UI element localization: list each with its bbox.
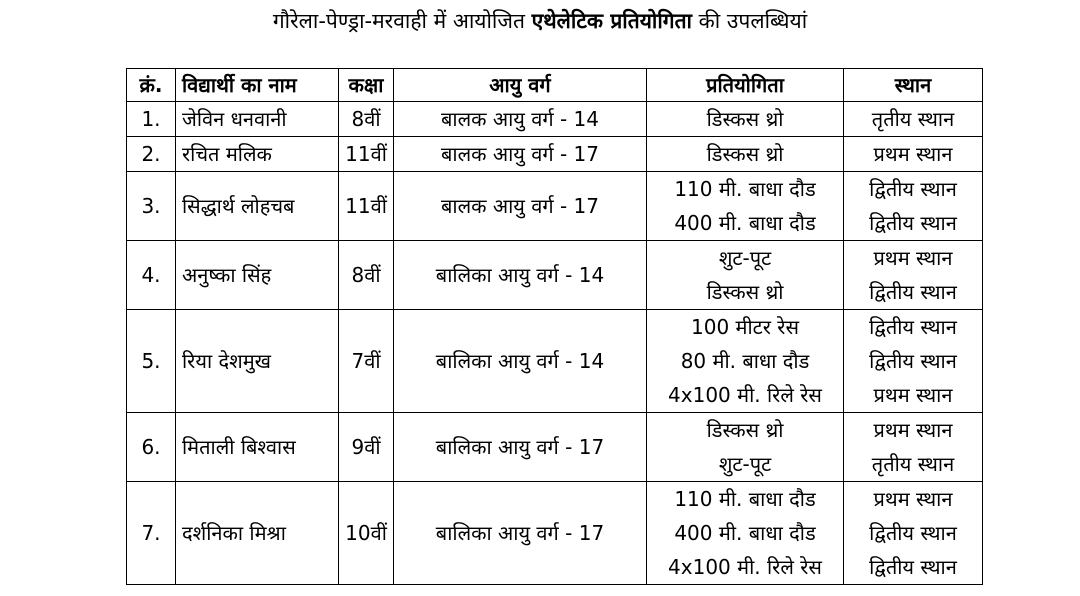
position-label: द्वितीय स्थान (869, 521, 957, 545)
row-positions (844, 172, 983, 241)
position-label: प्रथम स्थान (873, 246, 953, 270)
title-bold: एथेलेटिक प्रतियोगिता (531, 9, 692, 33)
row-class: 7वीं (339, 310, 394, 413)
event-name: 100 मीटर रेस (691, 315, 799, 339)
event-name: शुट-पूट (718, 452, 772, 476)
row-positions (844, 413, 983, 482)
event-name: 110 मी. बाधा दौड (674, 177, 816, 201)
header-position: स्थान (844, 69, 983, 102)
position-label: प्रथम स्थान (873, 383, 953, 407)
row-age-group: बालक आयु वर्ग - 14 (394, 102, 647, 137)
row-positions (844, 482, 983, 585)
position-label: प्रथम स्थान (873, 418, 953, 442)
row-age-group: बालिका आयु वर्ग - 17 (394, 482, 647, 585)
title-suffix: की उपलब्धियां (692, 9, 808, 33)
event-name: शुट-पूट (718, 246, 772, 270)
table-row (127, 137, 983, 172)
header-event: प्रतियोगिता (647, 69, 844, 102)
position-label: द्वितीय स्थान (869, 280, 957, 304)
row-class: 8वीं (339, 102, 394, 137)
row-age-group: बालक आयु वर्ग - 17 (394, 172, 647, 241)
table-header-row (127, 69, 983, 102)
row-student-name: दर्शनिका मिश्रा (176, 482, 339, 585)
row-student-name: सिद्धार्थ लोहचब (176, 172, 339, 241)
row-class: 10वीं (339, 482, 394, 585)
header-sno: क्रं. (127, 69, 176, 102)
row-student-name: मिताली बिश्वास (176, 413, 339, 482)
row-student-name: रचित मलिक (176, 137, 339, 172)
row-student-name: अनुष्का सिंह (176, 241, 339, 310)
header-name: विद्यार्थी का नाम (176, 69, 339, 102)
position-label: द्वितीय स्थान (869, 211, 957, 235)
row-sno: 2. (127, 137, 176, 172)
row-sno: 1. (127, 102, 176, 137)
event-name: 4x100 मी. रिले रेस (668, 383, 822, 407)
row-events (647, 102, 844, 137)
event-name: डिस्कस थ्रो (706, 280, 784, 304)
header-class: कक्षा (339, 69, 394, 102)
document-title (0, 6, 1080, 36)
position-label: द्वितीय स्थान (869, 177, 957, 201)
row-student-name: जेविन धनवानी (176, 102, 339, 137)
table-row (127, 482, 983, 585)
header-age-group: आयु वर्ग (394, 69, 647, 102)
position-label: तृतीय स्थान (871, 107, 955, 131)
row-positions (844, 137, 983, 172)
table-row (127, 172, 983, 241)
row-class: 9वीं (339, 413, 394, 482)
position-label: तृतीय स्थान (871, 452, 955, 476)
row-class: 11वीं (339, 172, 394, 241)
event-name: 80 मी. बाधा दौड (680, 349, 810, 373)
table-row (127, 241, 983, 310)
row-events (647, 413, 844, 482)
event-name: 4x100 मी. रिले रेस (668, 555, 822, 579)
event-name: 400 मी. बाधा दौड (674, 521, 816, 545)
event-name: डिस्कस थ्रो (706, 142, 784, 166)
row-positions (844, 310, 983, 413)
row-events (647, 241, 844, 310)
row-sno: 7. (127, 482, 176, 585)
position-label: प्रथम स्थान (873, 487, 953, 511)
row-events (647, 310, 844, 413)
row-age-group: बालिका आयु वर्ग - 17 (394, 413, 647, 482)
row-age-group: बालक आयु वर्ग - 17 (394, 137, 647, 172)
row-positions (844, 102, 983, 137)
row-events (647, 172, 844, 241)
row-sno: 5. (127, 310, 176, 413)
title-prefix: गौरेला-पेण्ड्रा-मरवाही में आयोजित (272, 9, 532, 33)
results-table (126, 68, 983, 585)
row-class: 8वीं (339, 241, 394, 310)
row-events (647, 482, 844, 585)
table-row (127, 310, 983, 413)
position-label: द्वितीय स्थान (869, 315, 957, 339)
event-name: डिस्कस थ्रो (706, 418, 784, 442)
position-label: द्वितीय स्थान (869, 349, 957, 373)
row-sno: 6. (127, 413, 176, 482)
row-events (647, 137, 844, 172)
row-sno: 4. (127, 241, 176, 310)
row-class: 11वीं (339, 137, 394, 172)
table-body (127, 102, 983, 585)
row-age-group: बालिका आयु वर्ग - 14 (394, 310, 647, 413)
table-row (127, 413, 983, 482)
table-row (127, 102, 983, 137)
position-label: द्वितीय स्थान (869, 555, 957, 579)
row-student-name: रिया देशमुख (176, 310, 339, 413)
event-name: 400 मी. बाधा दौड (674, 211, 816, 235)
row-positions (844, 241, 983, 310)
position-label: प्रथम स्थान (873, 142, 953, 166)
event-name: डिस्कस थ्रो (706, 107, 784, 131)
row-sno: 3. (127, 172, 176, 241)
row-age-group: बालिका आयु वर्ग - 14 (394, 241, 647, 310)
event-name: 110 मी. बाधा दौड (674, 487, 816, 511)
